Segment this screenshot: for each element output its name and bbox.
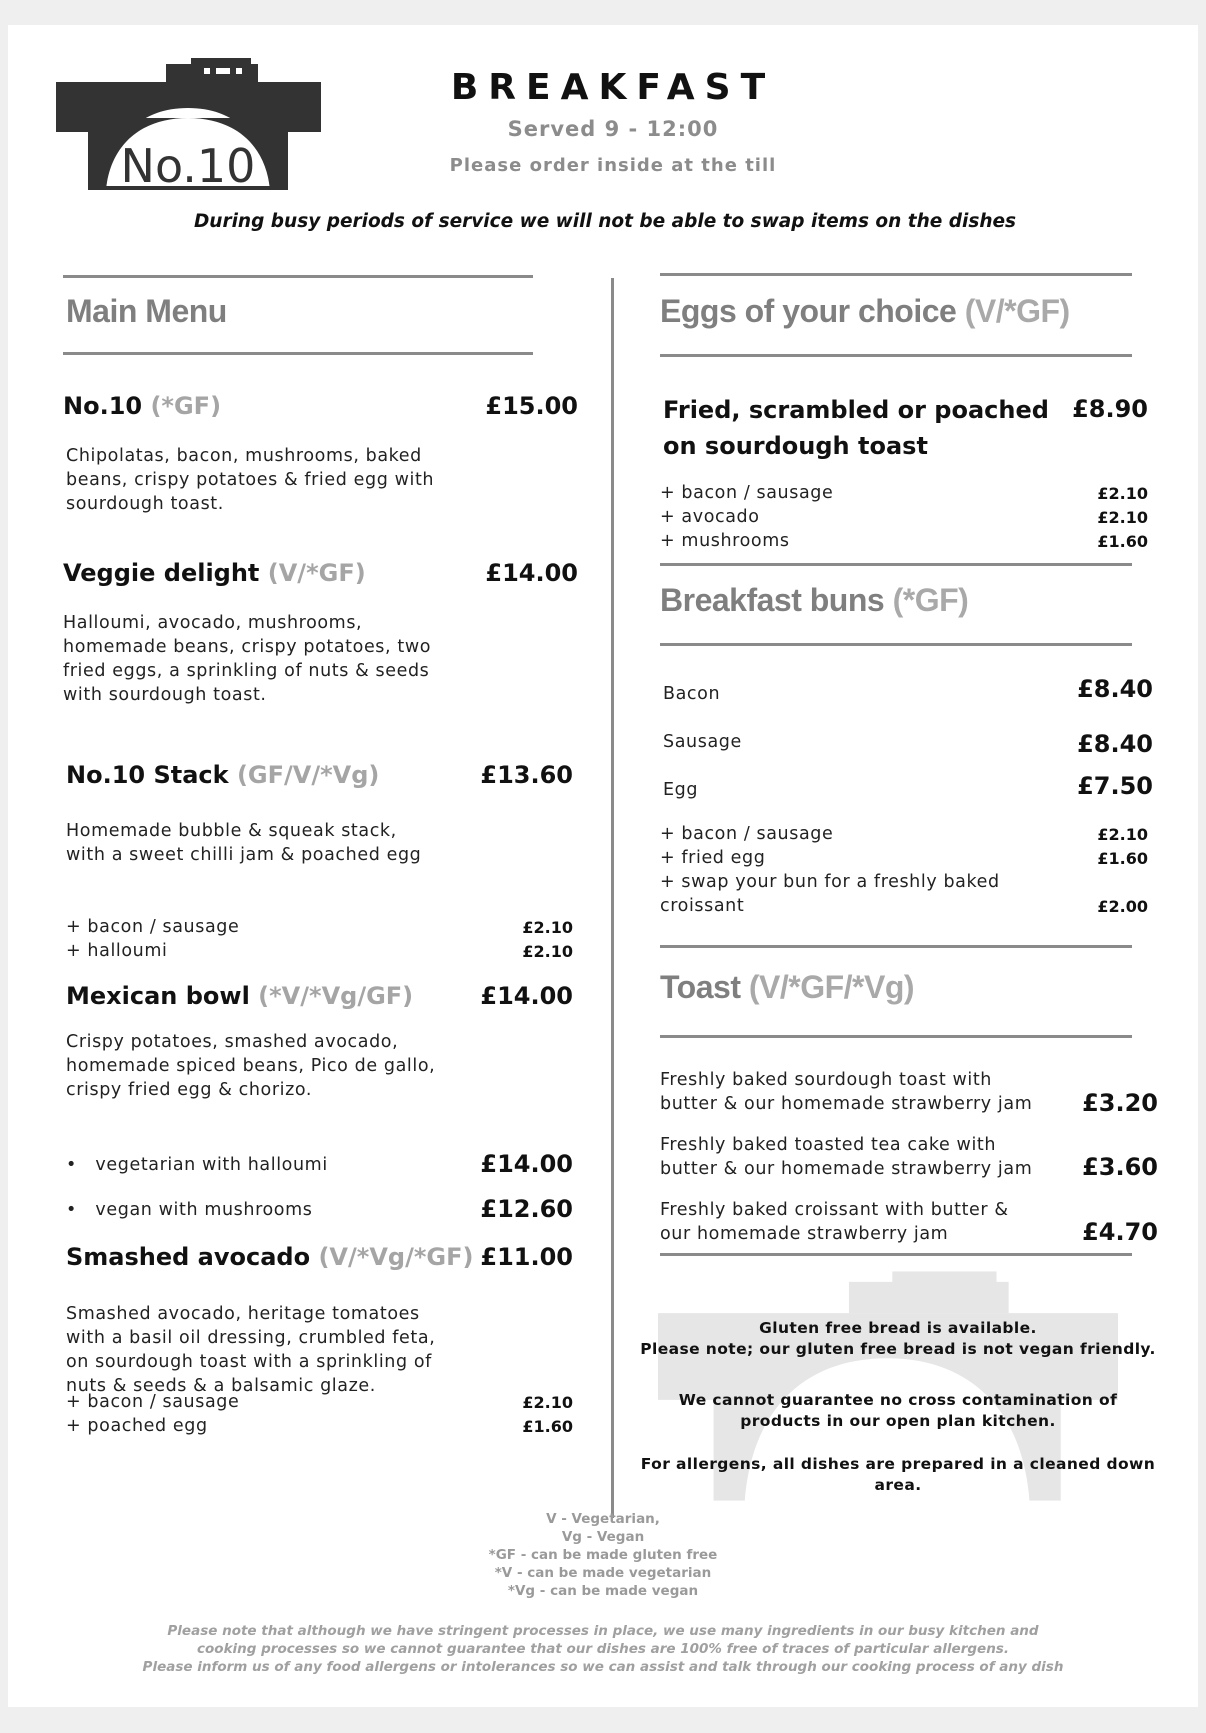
section-title-eggs: Eggs of your choice (V/*GF) <box>660 293 1070 329</box>
toast-label: Freshly baked toasted tea cake with butter & our homemade strawberry jam <box>660 1135 1033 1179</box>
divider <box>660 643 1132 646</box>
divider <box>660 945 1132 948</box>
dish-description: Halloumi, avocado, mushrooms, homemade beans, crispy potatoes, two fried eggs, a sprinkling of nuts & seeds with sourdough toast. <box>63 613 432 705</box>
order-instruction: Please order inside at the till <box>449 155 777 176</box>
boat-logo-icon <box>56 58 321 190</box>
addon-price: £2.10 <box>522 1393 573 1412</box>
addon-label: + avocado <box>660 507 760 527</box>
menu-page <box>8 25 1198 1707</box>
addon-label: + bacon / sausage <box>660 483 834 503</box>
addon-price: £1.60 <box>522 1417 573 1436</box>
dish-name-smashed-avocado: Smashed avocado (V/*Vg/*GF) <box>66 1243 474 1271</box>
section-title-toast: Toast (V/*GF/*Vg) <box>660 969 915 1005</box>
divider <box>660 563 1132 566</box>
addon-price: £1.60 <box>1097 532 1148 551</box>
addon-label: + bacon / sausage <box>66 1392 240 1412</box>
addon-label: + poached egg <box>66 1416 208 1436</box>
dish-name-eggs: Fried, scrambled or poached on sourdough toast <box>663 396 1049 460</box>
addon-label: + bacon / sausage <box>660 824 834 844</box>
addon-price: £2.10 <box>1097 508 1148 527</box>
dish-name-no10-stack: No.10 Stack (GF/V/*Vg) <box>66 761 380 789</box>
option-item: • vegetarian with halloumi <box>66 1155 328 1175</box>
addon-label: + mushrooms <box>660 531 790 551</box>
option-price: £12.60 <box>480 1195 573 1223</box>
toast-label: Freshly baked croissant with butter & our homemade strawberry jam <box>660 1200 1009 1244</box>
logo-text: No.10 <box>120 139 256 190</box>
divider <box>63 352 533 355</box>
dish-description: Chipolatas, bacon, mushrooms, baked beans, crispy potatoes & fried egg with sourdough toast. <box>66 446 435 514</box>
toast-price: £4.70 <box>1082 1218 1158 1246</box>
dish-name-no10: No.10 (*GF) <box>63 392 222 420</box>
addon-label: + fried egg <box>660 848 766 868</box>
option-price: £14.00 <box>480 1150 573 1178</box>
addon-price: £2.10 <box>522 942 573 961</box>
toast-price: £3.60 <box>1082 1153 1158 1181</box>
bun-label: Sausage <box>663 732 742 752</box>
bun-label: Egg <box>663 780 699 800</box>
dish-description: Homemade bubble & squeak stack, with a sweet chilli jam & poached egg <box>66 821 422 865</box>
divider <box>660 1253 1132 1256</box>
addon-price: £1.60 <box>1097 849 1148 868</box>
dish-name-veggie-delight: Veggie delight (V/*GF) <box>63 559 366 587</box>
bun-price: £7.50 <box>1077 772 1153 800</box>
bun-price: £8.40 <box>1077 675 1153 703</box>
section-title-main-menu: Main Menu <box>66 293 227 329</box>
option-item: • vegan with mushrooms <box>66 1200 313 1220</box>
addon-price: £2.00 <box>1097 897 1148 916</box>
dish-price: £11.00 <box>480 1243 573 1271</box>
dietary-legend: V - Vegetarian, Vg - Vegan *GF - can be made gluten free *V - can be made vegetarian *Vg - can be made vegan <box>488 1511 718 1599</box>
page-title: BREAKFAST <box>450 67 776 108</box>
bun-label: Bacon <box>663 684 721 704</box>
addon-price: £2.10 <box>1097 484 1148 503</box>
dish-name-mexican-bowl: Mexican bowl (*V/*Vg/GF) <box>66 982 414 1010</box>
dish-description: Crispy potatoes, smashed avocado, homemade spiced beans, Pico de gallo, crispy fried egg & chorizo. <box>66 1032 436 1100</box>
divider <box>660 1035 1132 1038</box>
column-divider <box>611 278 614 1518</box>
addon-label: + swap your bun for a freshly baked croissant <box>660 872 1000 916</box>
addon-label: + bacon / sausage <box>66 917 240 937</box>
section-title-buns: Breakfast buns (*GF) <box>660 582 969 618</box>
busy-note: During busy periods of service we will not be able to swap items on the dishes <box>193 211 1017 232</box>
served-hours: Served 9 - 12:00 <box>507 117 719 141</box>
dish-price: £13.60 <box>480 761 573 789</box>
allergen-disclaimer: Please note that although we have stringent processes in place, we use many ingredients in our busy kitchen and cooking processes so we cannot guarantee that our dishes are 100% free of traces of particular allergens. Please inform us of any food allergens or intolerances so we can assist and talk through our cooking process of any dish <box>142 1623 1064 1675</box>
dish-description: Smashed avocado, heritage tomatoes with a basil oil dressing, crumbled feta, on sourdough toast with a sprinkling of nuts & seeds & a balsamic glaze. <box>66 1304 436 1396</box>
bun-price: £8.40 <box>1077 730 1153 758</box>
dish-price: £15.00 <box>485 392 578 420</box>
addon-label: + halloumi <box>66 941 168 961</box>
dish-price: £8.90 <box>1072 395 1148 423</box>
toast-label: Freshly baked sourdough toast with butter & our homemade strawberry jam <box>660 1070 1033 1114</box>
allergy-notes: Gluten free bread is available. Please note; our gluten free bread is not vegan friendly. We cannot guarantee no cross contamination of products in our open plan kitchen. For allergens, all dishes are prepared in a cleaned down area. <box>640 1319 1156 1494</box>
dish-price: £14.00 <box>480 982 573 1010</box>
toast-price: £3.20 <box>1082 1089 1158 1117</box>
dish-price: £14.00 <box>485 559 578 587</box>
divider <box>660 273 1132 276</box>
divider <box>63 275 533 278</box>
addon-price: £2.10 <box>1097 825 1148 844</box>
addon-price: £2.10 <box>522 918 573 937</box>
divider <box>660 354 1132 357</box>
